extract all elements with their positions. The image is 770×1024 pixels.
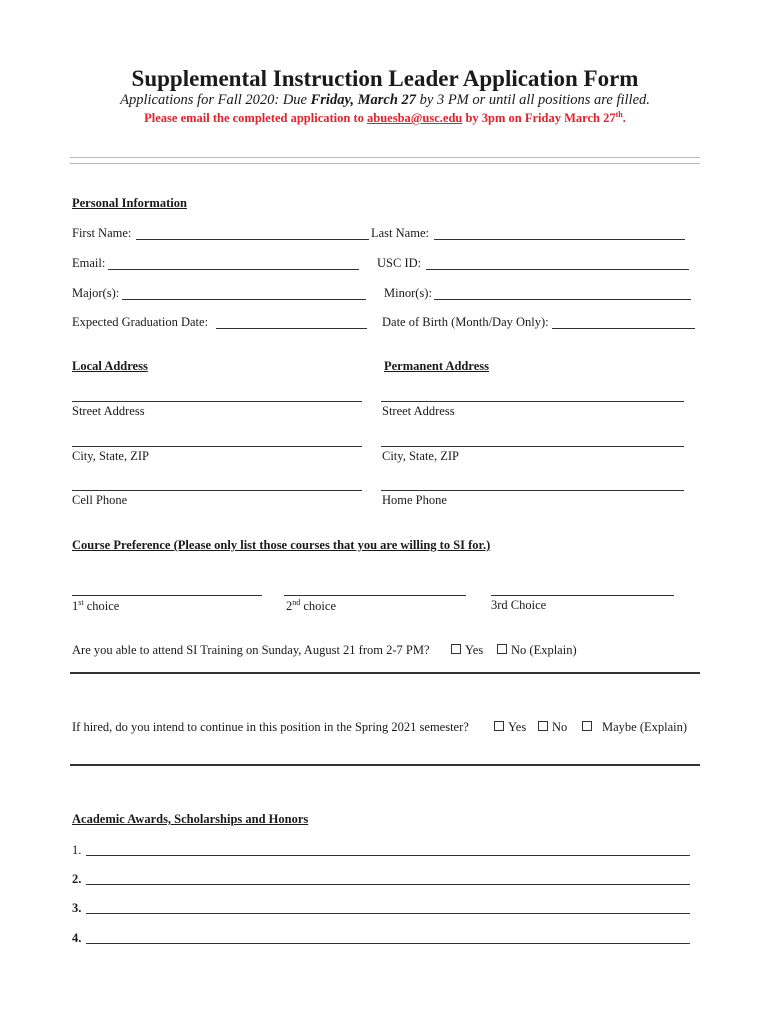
- permanent-address-heading: Permanent Address: [384, 359, 489, 373]
- spring-question: If hired, do you intend to continue in this position in the Spring 2021 semester?: [72, 720, 469, 734]
- major-field[interactable]: [122, 299, 366, 300]
- spring-maybe-option[interactable]: Maybe (Explain): [582, 720, 687, 735]
- usc-id-field[interactable]: [426, 269, 689, 270]
- major-label: Major(s):: [72, 286, 120, 300]
- local-address-heading: Local Address: [72, 359, 148, 373]
- first-choice-label: 1st choice: [72, 598, 120, 614]
- checkbox-icon[interactable]: [451, 644, 461, 654]
- local-city-label: City, State, ZIP: [72, 449, 149, 463]
- last-name-label: Last Name:: [371, 226, 429, 240]
- local-street-label: Street Address: [72, 404, 145, 418]
- checkbox-icon[interactable]: [582, 721, 592, 731]
- form-title: Supplemental Instruction Leader Application Form: [131, 66, 639, 91]
- minor-field[interactable]: [434, 299, 691, 300]
- spring-yes-option[interactable]: Yes: [494, 720, 526, 735]
- course-preference-heading: Course Preference (Please only list those courses that you are willing to SI for.): [72, 538, 491, 552]
- training-no-option[interactable]: No (Explain): [497, 643, 577, 658]
- permanent-city-field[interactable]: [381, 446, 684, 447]
- home-phone-field[interactable]: [381, 490, 684, 491]
- spring-no-option[interactable]: No: [538, 720, 567, 735]
- checkbox-icon[interactable]: [494, 721, 504, 731]
- training-yes-option[interactable]: Yes: [451, 643, 483, 658]
- last-name-field[interactable]: [434, 239, 685, 240]
- third-choice-field[interactable]: [491, 595, 674, 596]
- permanent-city-label: City, State, ZIP: [382, 449, 459, 463]
- spring-explain-line[interactable]: [70, 764, 700, 766]
- local-street-field[interactable]: [72, 401, 362, 402]
- email-label: Email:: [72, 256, 106, 270]
- first-name-field[interactable]: [136, 239, 369, 240]
- checkbox-icon[interactable]: [538, 721, 548, 731]
- award-number: 2.: [72, 872, 82, 886]
- graduation-date-field[interactable]: [216, 328, 367, 329]
- submission-instructions: Please email the completed application to abuesba@usc.edu by 3pm on Friday March 27th.: [144, 110, 626, 126]
- award-field-2[interactable]: [86, 884, 690, 885]
- form-subtitle: Applications for Fall 2020: Due Friday, March 27 by 3 PM or until all positions are filled.: [120, 92, 650, 108]
- permanent-street-field[interactable]: [381, 401, 684, 402]
- cell-phone-field[interactable]: [72, 490, 362, 491]
- personal-info-heading: Personal Information: [72, 196, 187, 210]
- permanent-street-label: Street Address: [382, 404, 455, 418]
- award-number: 3.: [72, 901, 82, 915]
- award-number: 4.: [72, 931, 82, 945]
- first-choice-field[interactable]: [72, 595, 262, 596]
- award-number: 1.: [72, 843, 82, 857]
- birth-date-field[interactable]: [552, 328, 695, 329]
- second-choice-field[interactable]: [284, 595, 466, 596]
- award-field-3[interactable]: [86, 913, 690, 914]
- third-choice-label: 3rd Choice: [491, 598, 547, 612]
- header-divider: [70, 157, 700, 164]
- home-phone-label: Home Phone: [382, 493, 447, 507]
- awards-heading: Academic Awards, Scholarships and Honors: [72, 812, 309, 826]
- birth-date-label: Date of Birth (Month/Day Only):: [382, 315, 549, 329]
- graduation-date-label: Expected Graduation Date:: [72, 315, 209, 329]
- email-link[interactable]: abuesba@usc.edu: [367, 111, 463, 126]
- email-field[interactable]: [108, 269, 359, 270]
- first-name-label: First Name:: [72, 226, 132, 240]
- second-choice-label: 2nd choice: [286, 598, 336, 614]
- training-question: Are you able to attend SI Training on Sunday, August 21 from 2-7 PM?: [72, 643, 430, 657]
- award-field-1[interactable]: [86, 855, 690, 856]
- award-field-4[interactable]: [86, 943, 690, 944]
- cell-phone-label: Cell Phone: [72, 493, 128, 507]
- minor-label: Minor(s):: [384, 286, 432, 300]
- usc-id-label: USC ID:: [377, 256, 422, 270]
- local-city-field[interactable]: [72, 446, 362, 447]
- training-explain-line[interactable]: [70, 672, 700, 674]
- checkbox-icon[interactable]: [497, 644, 507, 654]
